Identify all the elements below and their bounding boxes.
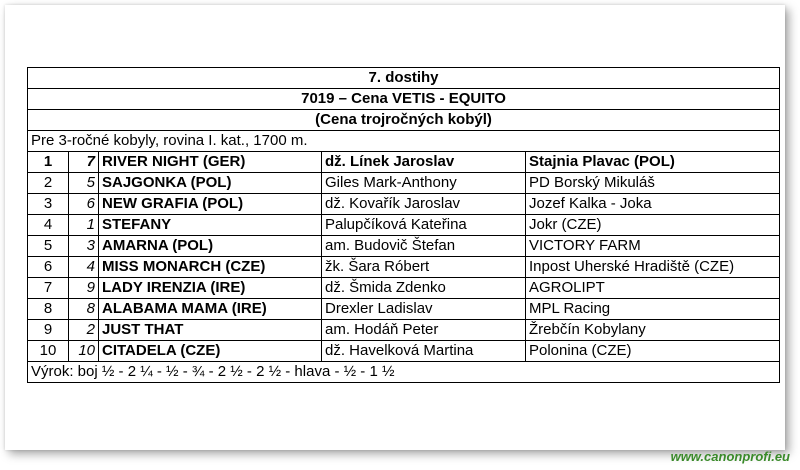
start-number-cell: 10 <box>69 341 99 362</box>
jockey-cell: Palupčíková Kateřina <box>322 215 526 236</box>
race-title: 7019 – Cena VETIS - EQUITO <box>28 89 780 110</box>
horse-name-cell: AMARNA (POL) <box>99 236 322 257</box>
table-row <box>28 152 780 173</box>
race-number: 7. dostihy <box>28 68 780 89</box>
jockey-cell: Giles Mark-Anthony <box>322 173 526 194</box>
owner-cell: Jokr (CZE) <box>526 215 780 236</box>
position-cell: 9 <box>28 320 69 341</box>
result-summary-row <box>28 362 780 383</box>
table-row <box>28 173 780 194</box>
horse-name-cell: MISS MONARCH (CZE) <box>99 257 322 278</box>
document-card <box>5 5 785 450</box>
position-cell: 2 <box>28 173 69 194</box>
race-results-table <box>27 67 780 383</box>
horse-name-cell: NEW GRAFIA (POL) <box>99 194 322 215</box>
watermark: www.canonprofi.eu <box>670 449 790 464</box>
owner-cell: Stajnia Plavac (POL) <box>526 152 780 173</box>
horse-name-cell: LADY IRENZIA (IRE) <box>99 278 322 299</box>
position-cell: 8 <box>28 299 69 320</box>
jockey-cell: Drexler Ladislav <box>322 299 526 320</box>
owner-cell: VICTORY FARM <box>526 236 780 257</box>
horse-name-cell: SAJGONKA (POL) <box>99 173 322 194</box>
table-row <box>28 194 780 215</box>
jockey-cell: am. Budovič Štefan <box>322 236 526 257</box>
race-title-row <box>28 89 780 110</box>
horse-name-cell: CITADELA (CZE) <box>99 341 322 362</box>
owner-cell: Polonina (CZE) <box>526 341 780 362</box>
race-subtitle-row <box>28 110 780 131</box>
table-row <box>28 236 780 257</box>
jockey-cell: dž. Šmida Zdenko <box>322 278 526 299</box>
race-number-row <box>28 68 780 89</box>
position-cell: 10 <box>28 341 69 362</box>
position-cell: 5 <box>28 236 69 257</box>
race-subtitle: (Cena trojročných kobýl) <box>28 110 780 131</box>
owner-cell: Jozef Kalka - Joka <box>526 194 780 215</box>
owner-cell: AGROLIPT <box>526 278 780 299</box>
table-row <box>28 341 780 362</box>
start-number-cell: 9 <box>69 278 99 299</box>
table-row <box>28 215 780 236</box>
horse-name-cell: JUST THAT <box>99 320 322 341</box>
horse-name-cell: ALABAMA MAMA (IRE) <box>99 299 322 320</box>
results-body <box>28 152 780 362</box>
position-cell: 7 <box>28 278 69 299</box>
owner-cell: PD Borský Mikuláš <box>526 173 780 194</box>
horse-name-cell: RIVER NIGHT (GER) <box>99 152 322 173</box>
position-cell: 4 <box>28 215 69 236</box>
start-number-cell: 1 <box>69 215 99 236</box>
start-number-cell: 7 <box>69 152 99 173</box>
jockey-cell: dž. Kovařík Jaroslav <box>322 194 526 215</box>
race-conditions-row <box>28 131 780 152</box>
owner-cell: Inpost Uherské Hradiště (CZE) <box>526 257 780 278</box>
table-row <box>28 278 780 299</box>
owner-cell: MPL Racing <box>526 299 780 320</box>
start-number-cell: 2 <box>69 320 99 341</box>
jockey-cell: dž. Línek Jaroslav <box>322 152 526 173</box>
start-number-cell: 4 <box>69 257 99 278</box>
start-number-cell: 5 <box>69 173 99 194</box>
position-cell: 6 <box>28 257 69 278</box>
horse-name-cell: STEFANY <box>99 215 322 236</box>
table-row <box>28 299 780 320</box>
position-cell: 3 <box>28 194 69 215</box>
table-row <box>28 320 780 341</box>
race-conditions: Pre 3-ročné kobyly, rovina I. kat., 1700 m. <box>28 131 780 152</box>
start-number-cell: 8 <box>69 299 99 320</box>
jockey-cell: žk. Šara Róbert <box>322 257 526 278</box>
start-number-cell: 6 <box>69 194 99 215</box>
jockey-cell: dž. Havelková Martina <box>322 341 526 362</box>
table-row <box>28 257 780 278</box>
owner-cell: Žrebčín Kobylany <box>526 320 780 341</box>
position-cell: 1 <box>28 152 69 173</box>
jockey-cell: am. Hodáň Peter <box>322 320 526 341</box>
result-summary: Výrok: boj ½ - 2 ¼ - ½ - ¾ - 2 ½ - 2 ½ - hlava - ½ - 1 ½ <box>28 362 780 383</box>
start-number-cell: 3 <box>69 236 99 257</box>
